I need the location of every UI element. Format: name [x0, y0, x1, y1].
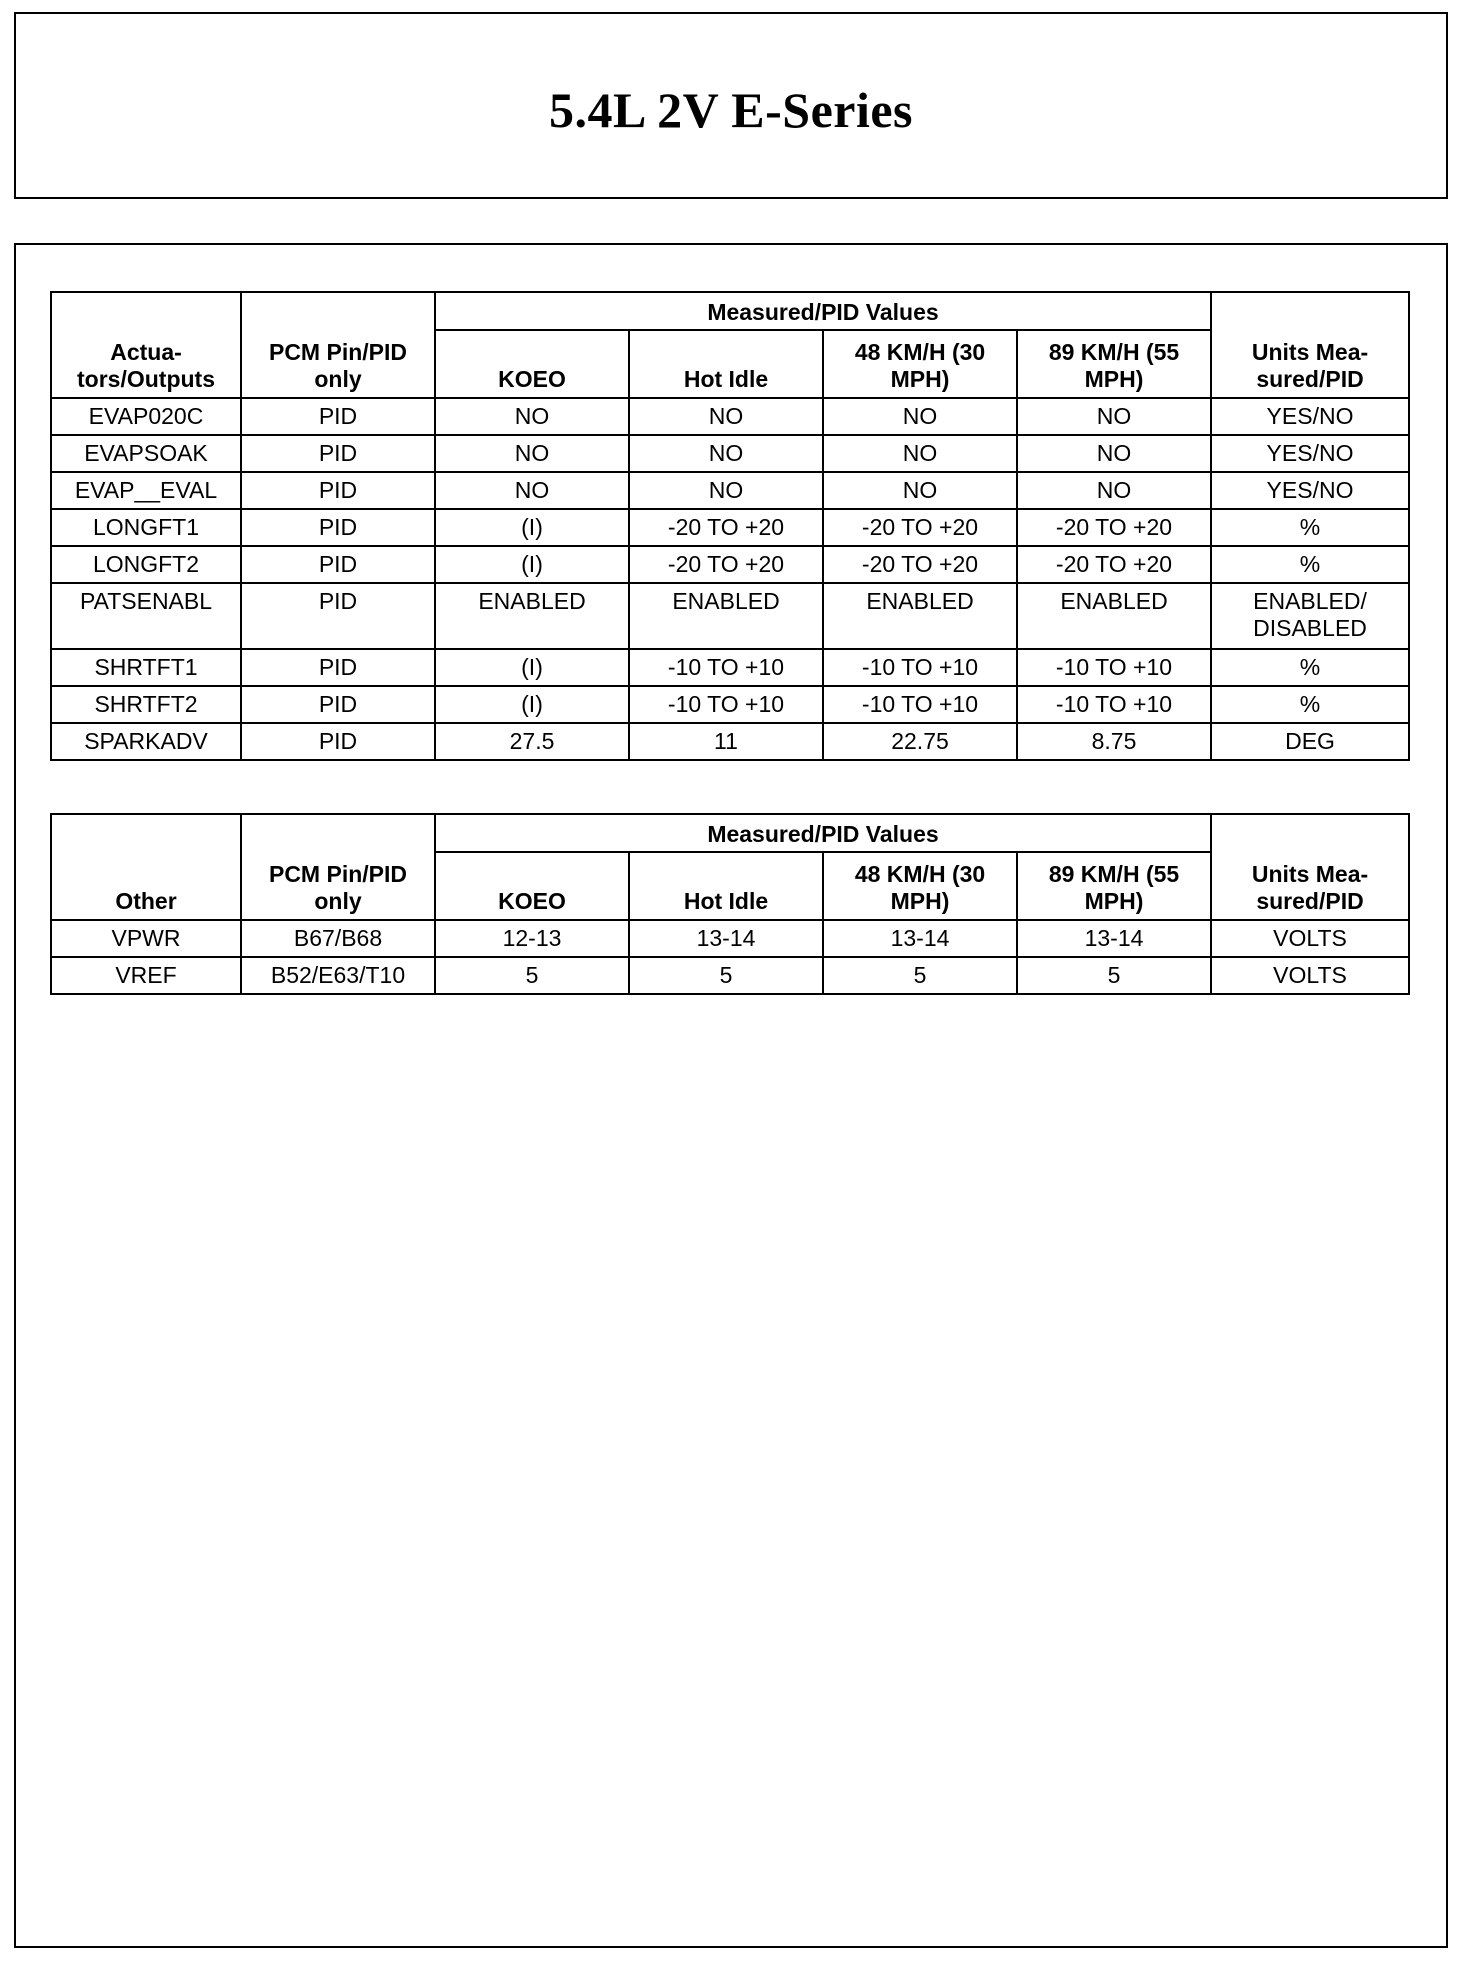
cell-koeo: 5: [435, 957, 629, 994]
cell-hot-idle: -20 TO +20: [629, 546, 823, 583]
cell-hot-idle: -20 TO +20: [629, 509, 823, 546]
cell-name: SHRTFT1: [51, 649, 241, 686]
table-row: [51, 472, 1409, 509]
cell-89-kmh: 5: [1017, 957, 1211, 994]
cell-units: ENABLED/ DISABLED: [1211, 583, 1409, 649]
actuators-outputs-table: [50, 291, 1410, 761]
cell-pcm-pin: B52/E63/T10: [241, 957, 435, 994]
cell-89-kmh: -10 TO +10: [1017, 686, 1211, 723]
cell-koeo: (I): [435, 509, 629, 546]
cell-48-kmh: NO: [823, 435, 1017, 472]
cell-koeo: 27.5: [435, 723, 629, 760]
cell-89-kmh: -10 TO +10: [1017, 649, 1211, 686]
cell-name: LONGFT2: [51, 546, 241, 583]
cell-hot-idle: 5: [629, 957, 823, 994]
cell-pcm-pin: PID: [241, 398, 435, 435]
title-box: [14, 12, 1448, 199]
cell-hot-idle: 13-14: [629, 920, 823, 957]
cell-89-kmh: 13-14: [1017, 920, 1211, 957]
cell-koeo: (I): [435, 546, 629, 583]
cell-pcm-pin: PID: [241, 435, 435, 472]
header-pcm-pin: PCM Pin/PID only: [241, 814, 435, 920]
cell-48-kmh: 22.75: [823, 723, 1017, 760]
cell-48-kmh: ENABLED: [823, 583, 1017, 649]
header-koeo: KOEO: [435, 852, 629, 920]
cell-pcm-pin: PID: [241, 649, 435, 686]
table-row: [51, 649, 1409, 686]
cell-name: SPARKADV: [51, 723, 241, 760]
cell-koeo: NO: [435, 472, 629, 509]
cell-units: YES/NO: [1211, 398, 1409, 435]
page-title: 5.4L 2V E-Series: [548, 81, 914, 138]
cell-units: YES/NO: [1211, 435, 1409, 472]
cell-units: YES/NO: [1211, 472, 1409, 509]
cell-48-kmh: -10 TO +10: [823, 649, 1017, 686]
cell-48-kmh: NO: [823, 472, 1017, 509]
cell-koeo: (I): [435, 686, 629, 723]
cell-pcm-pin: PID: [241, 723, 435, 760]
table-row: [51, 723, 1409, 760]
cell-units: DEG: [1211, 723, 1409, 760]
cell-hot-idle: NO: [629, 472, 823, 509]
cell-units: VOLTS: [1211, 920, 1409, 957]
cell-units: %: [1211, 509, 1409, 546]
header-hot-idle: Hot Idle: [629, 330, 823, 398]
header-89-kmh: 89 KM/H (55 MPH): [1017, 852, 1211, 920]
cell-hot-idle: NO: [629, 398, 823, 435]
header-units-measured: Units Mea- sured/PID: [1211, 292, 1409, 398]
cell-hot-idle: 11: [629, 723, 823, 760]
cell-name: LONGFT1: [51, 509, 241, 546]
cell-units: %: [1211, 546, 1409, 583]
header-other: Other: [51, 814, 241, 920]
cell-koeo: NO: [435, 435, 629, 472]
header-actuators-outputs: Actua- tors/Outputs: [51, 292, 241, 398]
cell-hot-idle: ENABLED: [629, 583, 823, 649]
cell-pcm-pin: PID: [241, 583, 435, 649]
cell-89-kmh: NO: [1017, 398, 1211, 435]
table-row: [51, 957, 1409, 994]
cell-48-kmh: NO: [823, 398, 1017, 435]
content-box: [14, 243, 1448, 1948]
cell-name: VPWR: [51, 920, 241, 957]
cell-koeo: NO: [435, 398, 629, 435]
cell-hot-idle: -10 TO +10: [629, 686, 823, 723]
cell-48-kmh: 13-14: [823, 920, 1017, 957]
cell-89-kmh: 8.75: [1017, 723, 1211, 760]
table-row: [51, 398, 1409, 435]
table-row: [51, 686, 1409, 723]
header-measured-pid-values: Measured/PID Values: [435, 292, 1211, 330]
header-pcm-pin: PCM Pin/PID only: [241, 292, 435, 398]
cell-name: VREF: [51, 957, 241, 994]
cell-89-kmh: ENABLED: [1017, 583, 1211, 649]
cell-units: %: [1211, 649, 1409, 686]
header-48-kmh: 48 KM/H (30 MPH): [823, 330, 1017, 398]
cell-48-kmh: -20 TO +20: [823, 546, 1017, 583]
cell-koeo: 12-13: [435, 920, 629, 957]
header-units-measured: Units Mea- sured/PID: [1211, 814, 1409, 920]
cell-name: EVAP020C: [51, 398, 241, 435]
cell-pcm-pin: PID: [241, 546, 435, 583]
cell-name: SHRTFT2: [51, 686, 241, 723]
cell-pcm-pin: PID: [241, 472, 435, 509]
table-row: [51, 509, 1409, 546]
cell-89-kmh: NO: [1017, 472, 1211, 509]
cell-pcm-pin: PID: [241, 509, 435, 546]
header-hot-idle: Hot Idle: [629, 852, 823, 920]
cell-koeo: ENABLED: [435, 583, 629, 649]
cell-name: PATSENABL: [51, 583, 241, 649]
cell-units: VOLTS: [1211, 957, 1409, 994]
cell-89-kmh: -20 TO +20: [1017, 546, 1211, 583]
cell-89-kmh: NO: [1017, 435, 1211, 472]
cell-pcm-pin: B67/B68: [241, 920, 435, 957]
cell-89-kmh: -20 TO +20: [1017, 509, 1211, 546]
cell-48-kmh: -10 TO +10: [823, 686, 1017, 723]
table-row: [51, 546, 1409, 583]
table-row: [51, 583, 1409, 649]
cell-hot-idle: -10 TO +10: [629, 649, 823, 686]
cell-48-kmh: 5: [823, 957, 1017, 994]
header-measured-pid-values: Measured/PID Values: [435, 814, 1211, 852]
cell-pcm-pin: PID: [241, 686, 435, 723]
header-89-kmh: 89 KM/H (55 MPH): [1017, 330, 1211, 398]
cell-units: %: [1211, 686, 1409, 723]
cell-name: EVAP__EVAL: [51, 472, 241, 509]
cell-name: EVAPSOAK: [51, 435, 241, 472]
cell-48-kmh: -20 TO +20: [823, 509, 1017, 546]
table-row: [51, 435, 1409, 472]
cell-koeo: (I): [435, 649, 629, 686]
table-row: [51, 920, 1409, 957]
cell-hot-idle: NO: [629, 435, 823, 472]
header-48-kmh: 48 KM/H (30 MPH): [823, 852, 1017, 920]
header-koeo: KOEO: [435, 330, 629, 398]
other-table: [50, 813, 1410, 995]
